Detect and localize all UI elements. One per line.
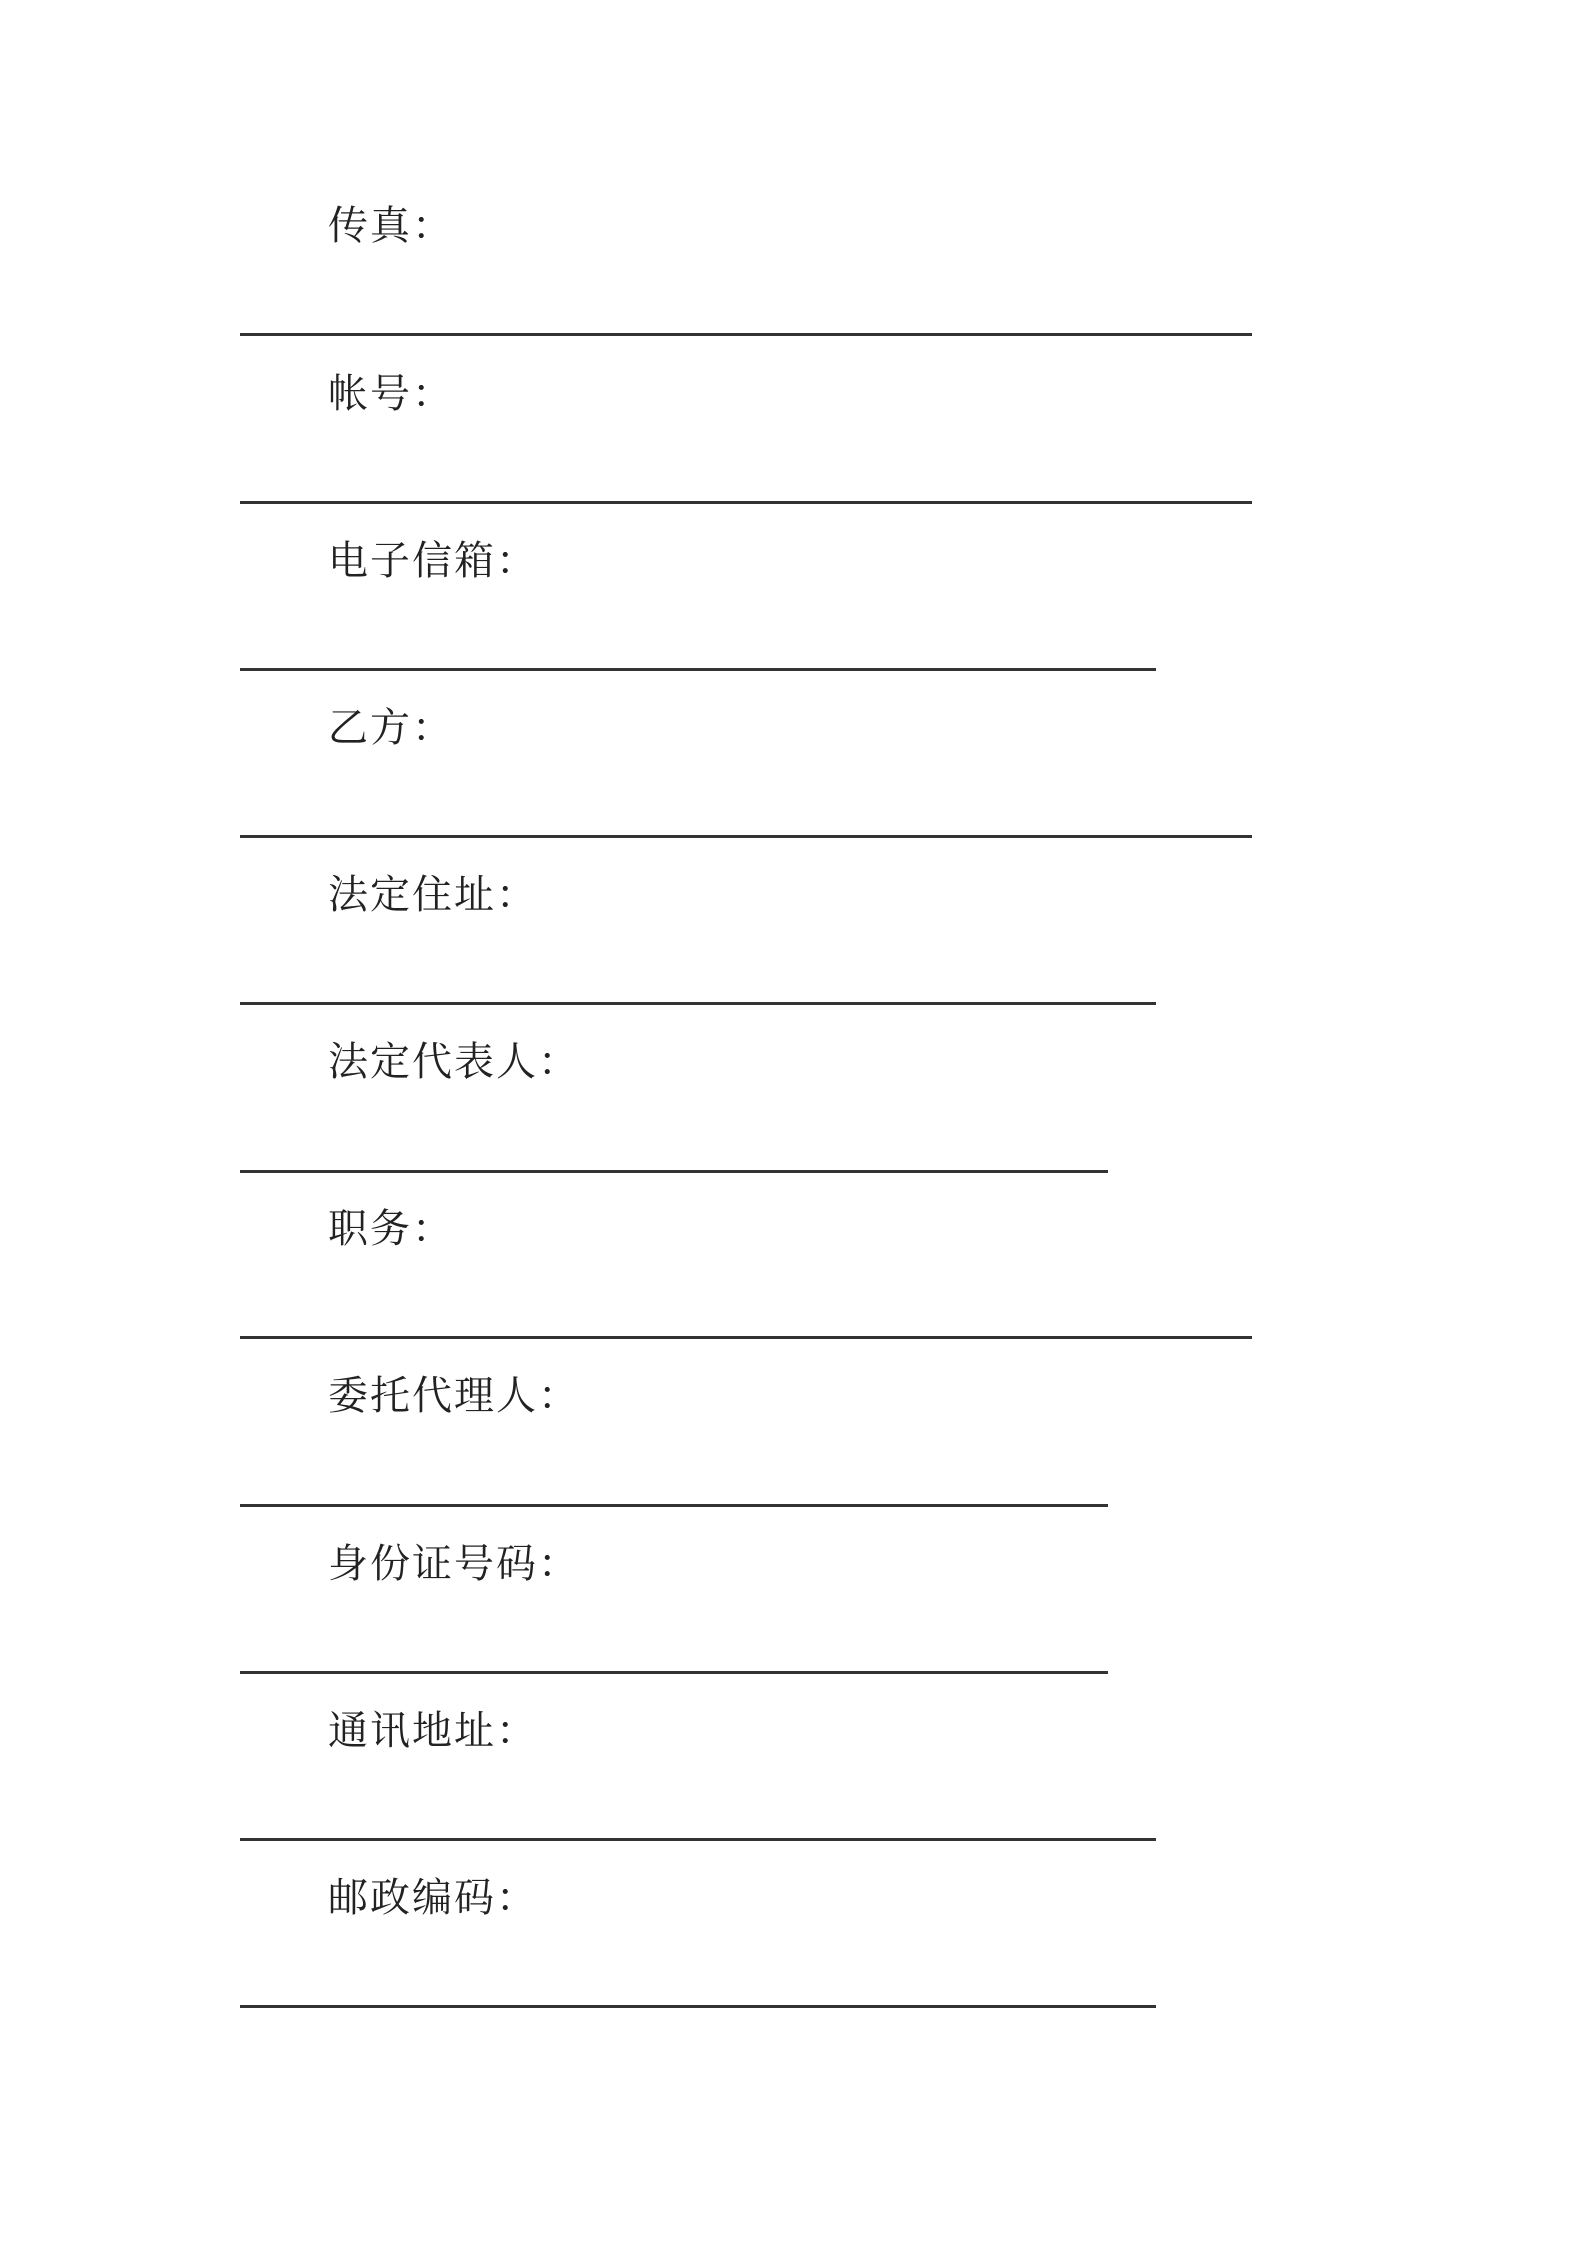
id-number-label: 身份证号码： (328, 1541, 580, 1587)
fax-blank-line (240, 333, 1252, 336)
party-b-blank-line (240, 835, 1252, 838)
id-number-blank-line (240, 1671, 1108, 1674)
legal-address-blank-line (240, 1002, 1156, 1005)
authorized-agent-label: 委托代理人： (328, 1373, 580, 1419)
fax-label: 传真： (328, 203, 454, 249)
party-b-label: 乙方： (328, 705, 454, 751)
position-label: 职务： (328, 1206, 454, 1252)
position-blank-line (240, 1336, 1252, 1339)
postal-code-blank-line (240, 2005, 1156, 2008)
legal-representative-label: 法定代表人： (328, 1039, 580, 1085)
mailing-address-label: 通讯地址： (328, 1708, 538, 1754)
email-blank-line (240, 668, 1156, 671)
account-number-blank-line (240, 501, 1252, 504)
authorized-agent-blank-line (240, 1504, 1108, 1507)
email-label: 电子信箱： (328, 538, 538, 584)
legal-address-label: 法定住址： (328, 872, 538, 918)
account-number-label: 帐号： (328, 371, 454, 417)
mailing-address-blank-line (240, 1838, 1156, 1841)
postal-code-label: 邮政编码： (328, 1875, 538, 1921)
legal-representative-blank-line (240, 1170, 1108, 1173)
